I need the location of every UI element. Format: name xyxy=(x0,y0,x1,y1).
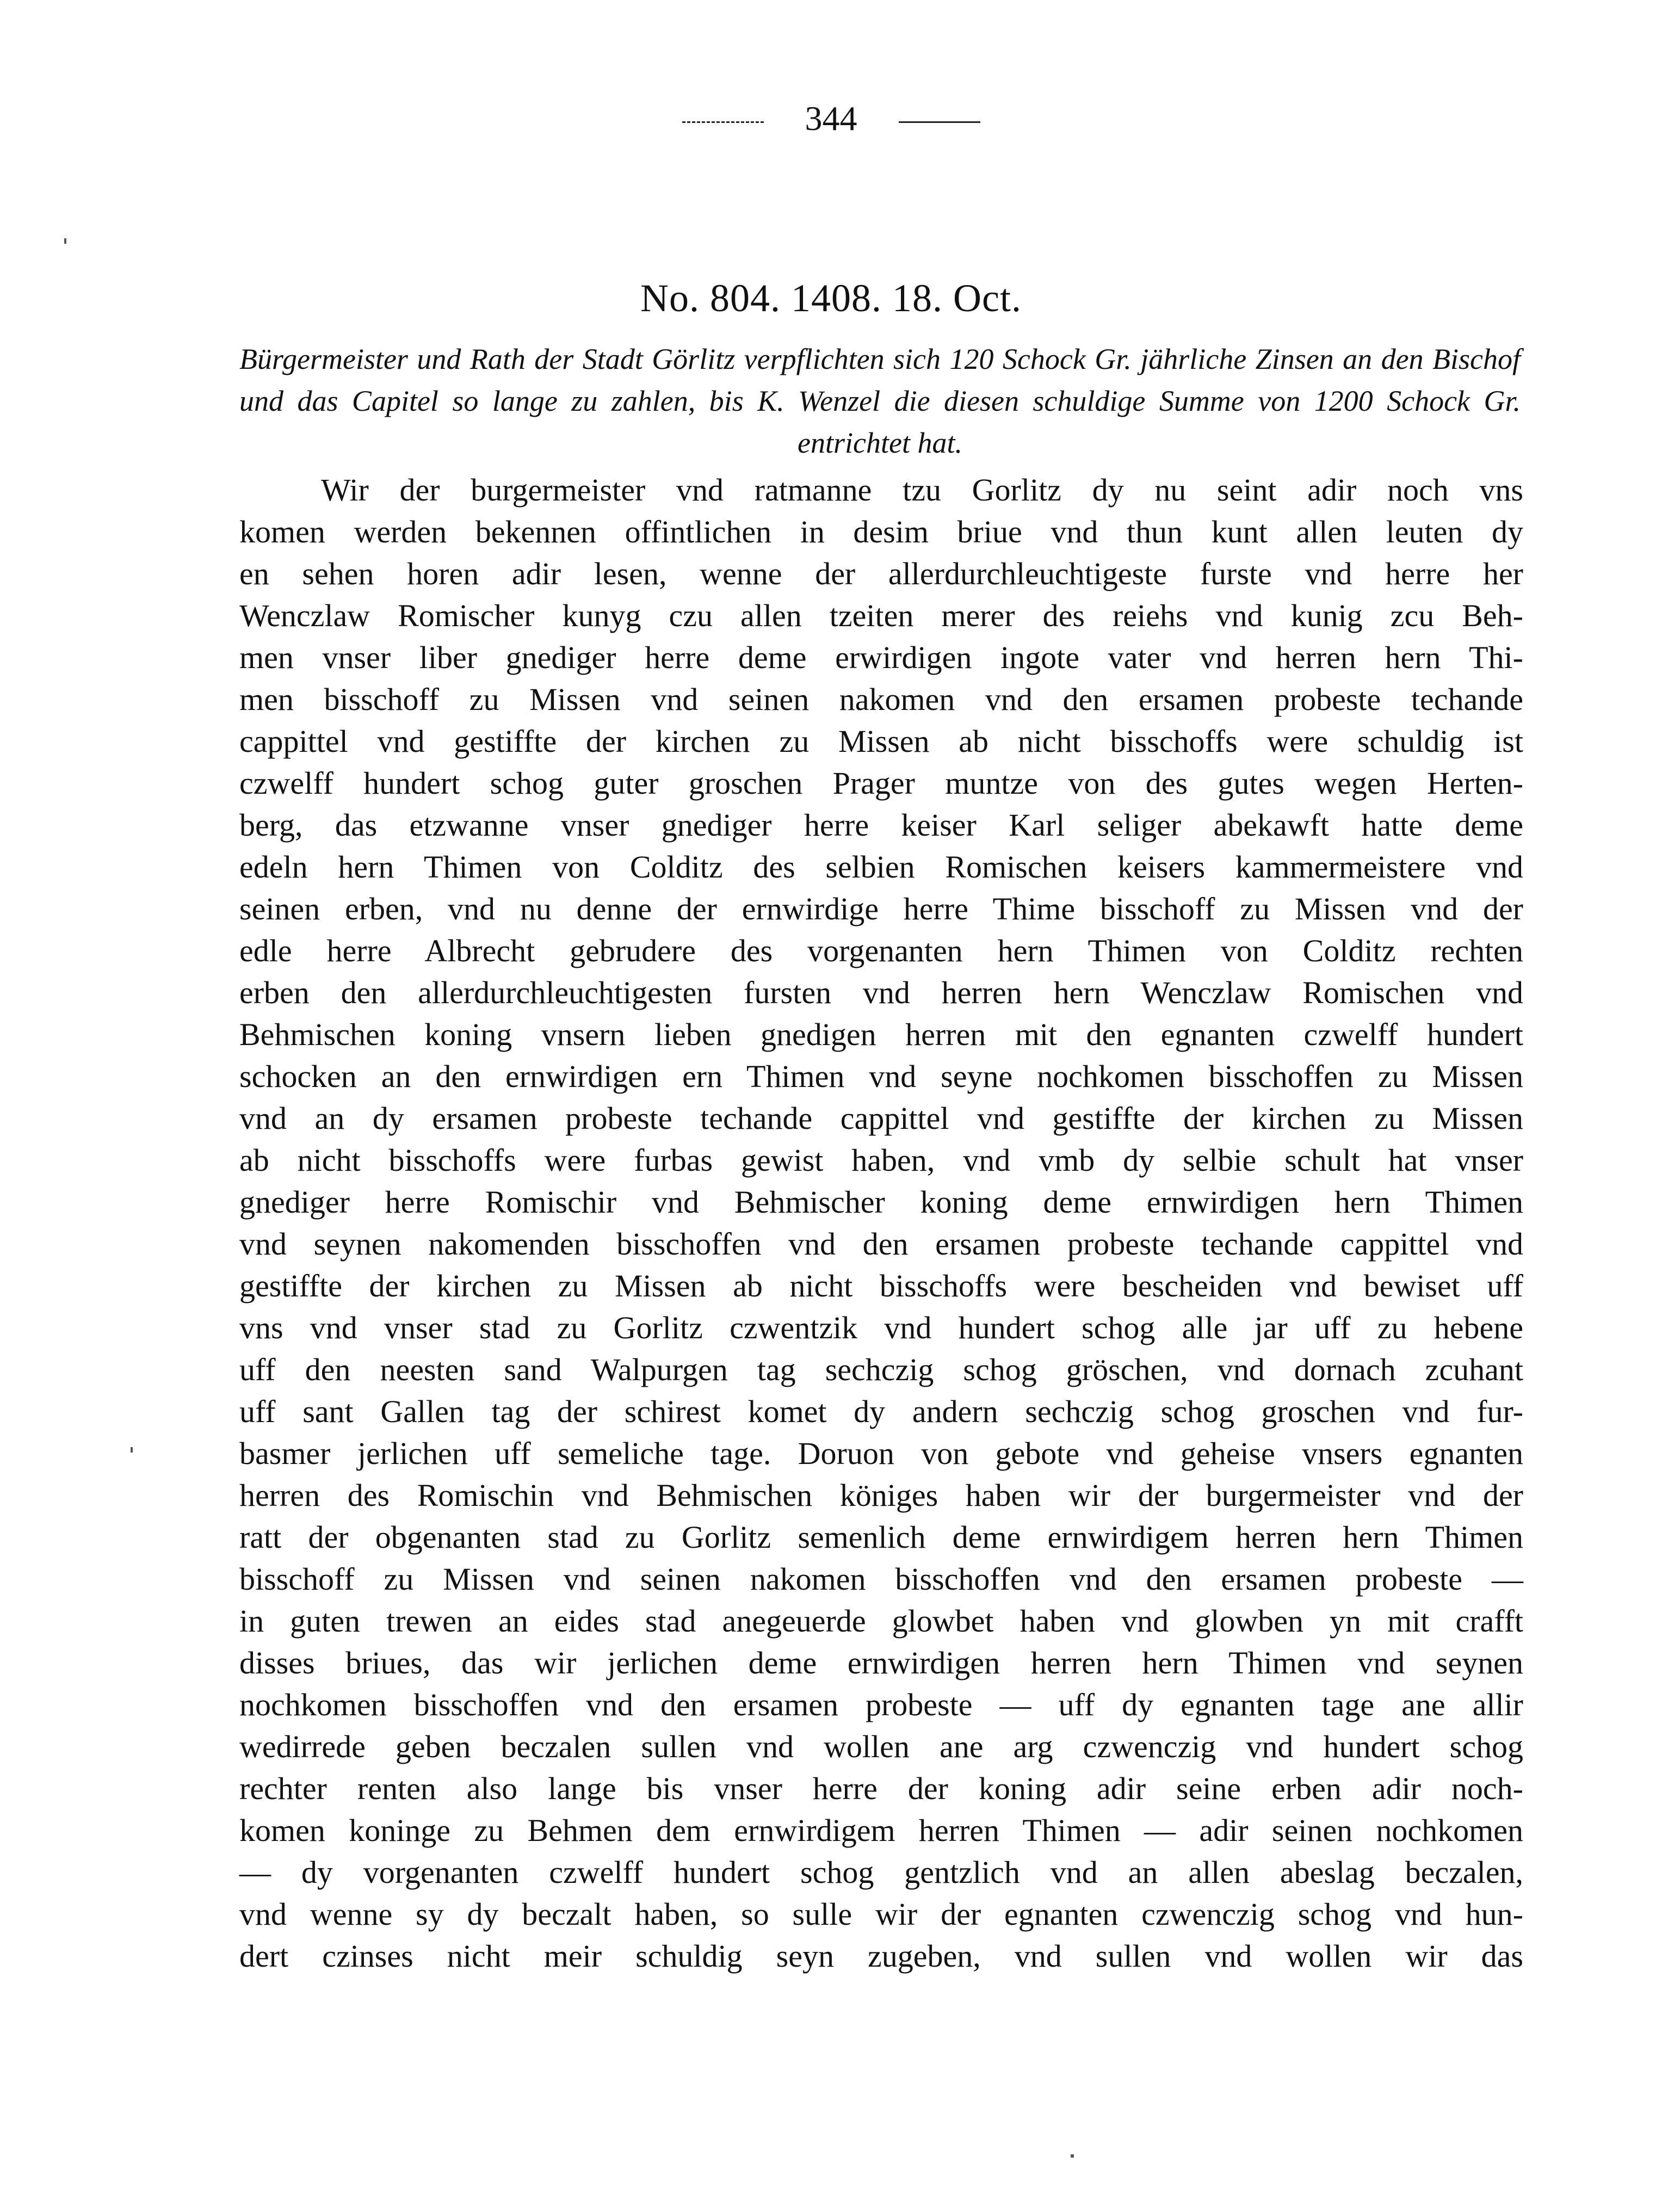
body-line: men vnser liber gnediger herre deme erwirdigen ingote vater vnd herren hern Thi- xyxy=(239,640,1523,675)
page-number: 344 xyxy=(805,99,857,138)
body-line: erben den allerdurchleuchtigesten fursten vnd herren hern Wenczlaw Romischen vnd xyxy=(239,975,1523,1010)
body-line: gestiffte der kirchen zu Missen ab nicht bisschoffs were bescheiden vnd bewiset uff xyxy=(239,1268,1523,1303)
body-line: Wenczlaw Romischer kunyg czu allen tzeiten merer des reiehs vnd kunig zcu Beh- xyxy=(239,598,1523,633)
body-line: Behmischen koning vnsern lieben gnedigen herren mit den egnanten czwelff hundert xyxy=(239,1017,1523,1052)
document-summary: Bürgermeister und Rath der Stadt Görlitz verpflichten sich 120 Schock Gr. jährliche Zinsen an den Bischof und das Capitel so lange zu zahlen, bis K. Wenzel die diesen schuldige Summe von 1200 Schock Gr. entrichtet hat. xyxy=(239,343,1521,459)
body-line: cappittel vnd gestiffte der kirchen zu Missen ab nicht bisschoffs were schuldig ist xyxy=(239,724,1523,759)
body-line: edle herre Albrecht gebrudere des vorgenanten hern Thimen von Colditz rechten xyxy=(239,933,1523,968)
body-line: vns vnd vnser stad zu Gorlitz czwentzik vnd hundert schog alle jar uff zu hebene xyxy=(239,1310,1523,1345)
body-line: vnd seynen nakomenden bisschoffen vnd den ersamen probeste techande cappittel vnd xyxy=(239,1226,1523,1262)
body-line: — dy vorgenanten czwelff hundert schog gentzlich vnd an allen abeslag beczalen, xyxy=(239,1855,1523,1890)
header-rule-left xyxy=(682,121,764,123)
body-line: vnd an dy ersamen probeste techande cappittel vnd gestiffte der kirchen zu Missen xyxy=(239,1101,1523,1136)
body-line: en sehen horen adir lesen, wenne der allerdurchleuchtigeste furste vnd herre her xyxy=(239,556,1523,591)
document-title: No. 804. 1408. 18. Oct. xyxy=(640,276,1022,320)
body-line: uff den neesten sand Walpurgen tag sechczig schog gröschen, vnd dornach zcuhant xyxy=(239,1352,1523,1387)
body-line: disses briues, das wir jerlichen deme ernwirdigen herren hern Thimen vnd seynen xyxy=(239,1645,1523,1680)
body-line: ab nicht bisschoffs were furbas gewist haben, vnd vmb dy selbie schult hat vnser xyxy=(239,1142,1523,1178)
body-line: bisschoff zu Missen vnd seinen nakomen bisschoffen vnd den ersamen probeste — xyxy=(239,1561,1523,1597)
body-line: edeln hern Thimen von Colditz des selbien Romischen keisers kammermeistere vnd xyxy=(239,849,1523,885)
body-line: nochkomen bisschoffen vnd den ersamen probeste — uff dy egnanten tage ane allir xyxy=(239,1687,1523,1722)
body-line: wedirrede geben beczalen sullen vnd wollen ane arg czwenczig vnd hundert schog xyxy=(239,1729,1523,1764)
body-line: basmer jerlichen uff semeliche tage. Doruon von gebote vnd geheise vnsers egnanten xyxy=(239,1436,1523,1471)
scan-speck xyxy=(64,238,66,244)
body-line: schocken an den ernwirdigen ern Thimen vnd seyne nochkomen bisschoffen zu Missen xyxy=(239,1059,1523,1094)
header-rule-right xyxy=(899,121,980,123)
body-line: berg, das etzwanne vnser gnediger herre keiser Karl seliger abekawft hatte deme xyxy=(239,807,1523,843)
body-line: komen koninge zu Behmen dem ernwirdigem herren Thimen — adir seinen nochkomen xyxy=(239,1813,1523,1848)
body-line: rechter renten also lange bis vnser herre der koning adir seine erben adir noch- xyxy=(239,1771,1523,1806)
body-line: gnediger herre Romischir vnd Behmischer koning deme ernwirdigen hern Thimen xyxy=(239,1184,1523,1220)
scan-speck xyxy=(1071,2154,1074,2158)
body-line: ratt der obgenanten stad zu Gorlitz semenlich deme ernwirdigem herren hern Thimen xyxy=(239,1519,1523,1555)
body-line: Wir der burgermeister vnd ratmanne tzu Gorlitz dy nu seint adir noch vns xyxy=(321,472,1523,508)
document-body xyxy=(239,469,1523,1977)
body-line: dert czinses nicht meir schuldig seyn zugeben, vnd sullen vnd wollen wir das xyxy=(239,1938,1523,1974)
body-line: men bisschoff zu Missen vnd seinen nakomen vnd den ersamen probeste techande xyxy=(239,682,1523,717)
body-line: seinen erben, vnd nu denne der ernwirdige herre Thime bisschoff zu Missen vnd der xyxy=(239,891,1523,926)
body-line: uff sant Gallen tag der schirest komet dy andern sechczig schog groschen vnd fur- xyxy=(239,1394,1523,1429)
body-line: czwelff hundert schog guter groschen Prager muntze von des gutes wegen Herten- xyxy=(239,765,1523,801)
body-line: in guten trewen an eides stad anegeuerde glowbet haben vnd glowben yn mit crafft xyxy=(239,1603,1523,1639)
body-line: vnd wenne sy dy beczalt haben, so sulle wir der egnanten czwenczig schog vnd hun- xyxy=(239,1896,1523,1932)
scan-speck xyxy=(131,1447,133,1453)
page-header xyxy=(0,97,1662,140)
body-line: komen werden bekennen offintlichen in desim briue vnd thun kunt allen leuten dy xyxy=(239,514,1523,549)
body-line: herren des Romischin vnd Behmischen königes haben wir der burgermeister vnd der xyxy=(239,1478,1523,1513)
